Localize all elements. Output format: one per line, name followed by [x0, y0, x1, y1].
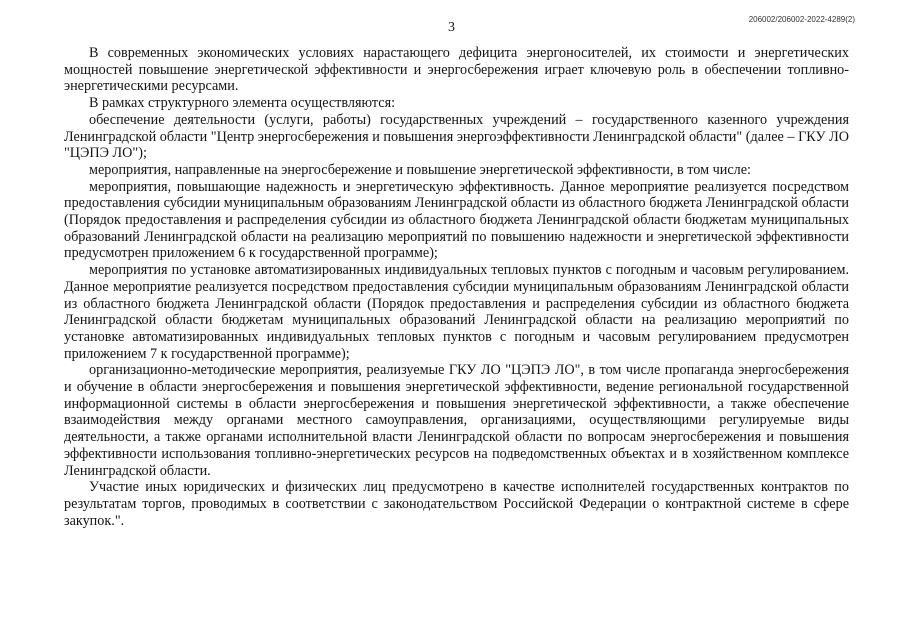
- paragraph-structural-element: В рамках структурного элемента осуществляются:: [89, 95, 396, 112]
- paragraph-organizational-measures: организационно-методические мероприятия, реализуемые ГКУ ЛО "ЦЭПЭ ЛО", в том числе пропаганда энергосбережения и обучение в области энергосбережения и повышения энергетической эффективности, ведение региональной государственной информационной системы в области энергосбережения и повышения энергетической эффективности, а также обеспечение взаимодействия между органами местного самоуправления, организациями, осуществляющими регулируемые виды деятельности, а также органами исполнительной власти Ленинградской области по вопросам энергосбережения и повышения эффективности использования топливно-энергетических ресурсов на подведомственных объектах и в хозяйственном комплексе Ленинградской области.: [64, 362, 849, 479]
- paragraph-energy-measures: мероприятия, направленные на энергосбережение и повышение энергетической эффективности, в том числе:: [89, 161, 751, 178]
- paragraph-reliability-measures: мероприятия, повышающие надежность и энергетическую эффективность. Данное мероприятие реализуется посредством предоставления субсидии муниципальным образованиям Ленинградской области из областного бюджета Ленинградской области (Порядок предоставления и распределения субсидии из областного бюджета Ленинградской области бюджетам муниципальных образований Ленинградской области на реализацию мероприятий по повышению надежности и энергетической эффективности предусмотрен приложением 6 к государственной программе);: [64, 178, 849, 262]
- page-number: 3: [448, 20, 455, 35]
- paragraph-intro: В современных экономических условиях нарастающего дефицита энергоносителей, их стоимости и энергетических мощностей повышение энергетической эффективности и энергосбережения играет ключевую роль в обеспечении топливно-энергетическими ресурсами.: [64, 45, 849, 95]
- paragraph-institution-support: обеспечение деятельности (услуги, работы) государственных учреждений – государственного казенного учреждения Ленинградской области "Центр энергосбережения и повышения энергоэффективности Ленинградской области" (далее – ГКУ ЛО "ЦЭПЭ ЛО");: [64, 111, 849, 162]
- document-body: [64, 45, 849, 529]
- paragraph-heat-points-measures: мероприятия по установке автоматизированных индивидуальных тепловых пунктов с погодным и часовым регулированием. Данное мероприятие реализуется посредством предоставления субсидии муниципальным образованиям Ленинградской области из областного бюджета Ленинградской области (Порядок предоставления и распределения субсидии из областного бюджета Ленинградской области бюджетам муниципальных образований Ленинградской области на реализацию мероприятий по установке автоматизированных индивидуальных тепловых пунктов с погодным и часовым регулированием предусмотрен приложением 7 к государственной программе);: [64, 262, 849, 362]
- document-code: 206002/206002-2022-4289(2): [748, 15, 855, 24]
- paragraph-participation: Участие иных юридических и физических лиц предусмотрено в качестве исполнителей государственных контрактов по результатам торгов, проводимых в соответствии с законодательством Российской Федерации о контрактной системе в сфере закупок.".: [64, 479, 849, 529]
